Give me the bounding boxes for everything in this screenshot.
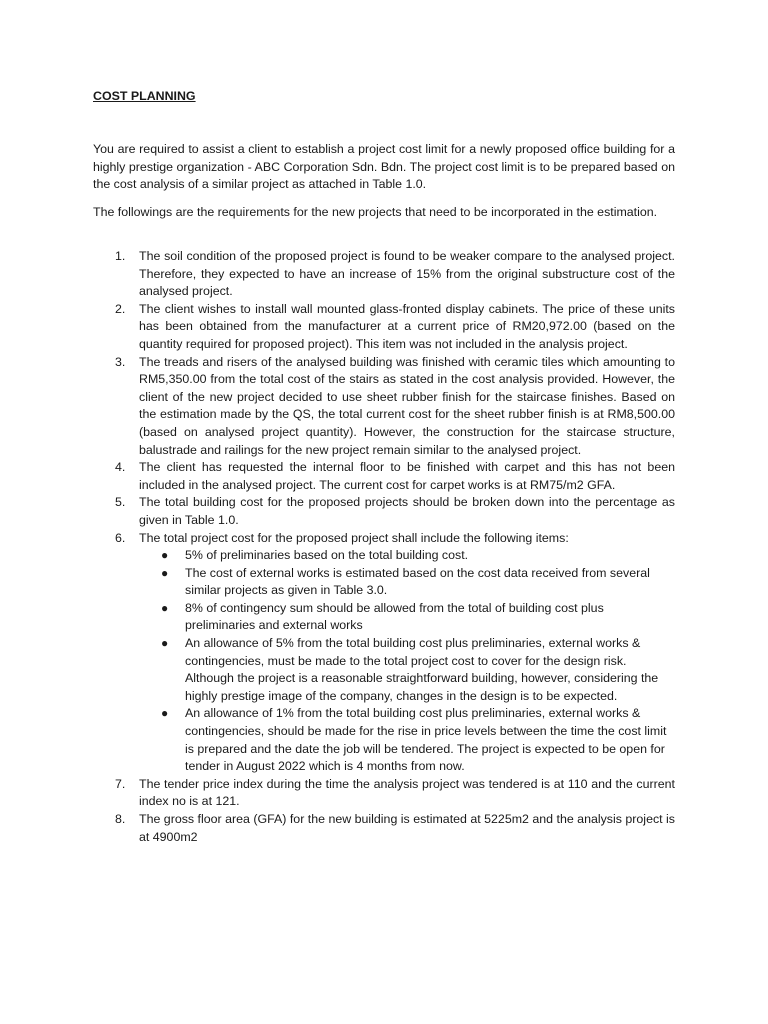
document-heading: COST PLANNING xyxy=(93,89,196,103)
list-item-text: The tender price index during the time the analysis project was tendered is at 110 and the current index no is at 121. xyxy=(139,776,675,809)
list-item xyxy=(93,354,675,460)
requirements-intro-paragraph: The followings are the requirements for the new projects that need to be incorporated in the estimation. xyxy=(93,205,658,219)
requirements-list xyxy=(93,248,675,846)
bullet-item xyxy=(139,635,675,705)
list-item xyxy=(93,776,675,811)
list-item xyxy=(93,530,675,776)
list-item xyxy=(93,494,675,529)
list-item-text: The client wishes to install wall mounted glass-fronted display cabinets. The price of these units has been obtained from the manufacturer at a current price of RM20,972.00 (based on the quantity required for proposed project). This item was not included in the analysis project. xyxy=(139,301,675,351)
list-item-number: 7. xyxy=(115,776,126,791)
bullet-item xyxy=(139,547,675,565)
list-item xyxy=(93,459,675,494)
list-item xyxy=(93,301,675,354)
list-item-number: 6. xyxy=(115,530,126,545)
bullet-icon: ● xyxy=(161,600,169,615)
bullet-icon: ● xyxy=(161,565,169,580)
project-cost-items-list xyxy=(139,547,675,776)
bullet-item-text: 5% of preliminaries based on the total building cost. xyxy=(185,548,469,563)
list-item-text: The soil condition of the proposed project is found to be weaker compare to the analysed project. Therefore, they expected to have an increase of 15% from the original substructure cost of the analysed project. xyxy=(139,249,675,299)
bullet-icon: ● xyxy=(161,706,169,721)
list-item-text: The treads and risers of the analysed building was finished with ceramic tiles which amounting to RM5,350.00 from the total cost of the stairs as stated in the cost analysis provided. However, the client of the new project decided to use sheet rubber finish for the staircase finishes. Based on the estimation made by the QS, the total current cost for the sheet rubber finish is at RM8,500.00 (based on analysed project quantity). However, the construction for the staircase structure, balustrade and railings for the new project remain similar to the analysed project. xyxy=(139,354,675,457)
bullet-item-text: 8% of contingency sum should be allowed from the total of building cost plus preliminaries and external works xyxy=(185,600,604,633)
list-item-number: 8. xyxy=(115,812,126,826)
intro-paragraph: You are required to assist a client to establish a project cost limit for a newly proposed office building for a highly prestige organization - ABC Corporation Sdn. Bdn. The project cost limit is to be prepared based on the cost analysis of a similar project as attached in Table 1.0. xyxy=(93,142,675,192)
bullet-item xyxy=(139,565,675,600)
list-item-text: The gross floor area (GFA) for the new building is estimated at 5225m2 and the analysis project is at 4900m2 xyxy=(139,812,675,844)
list-item-number: 3. xyxy=(115,354,126,369)
bullet-item xyxy=(139,705,675,775)
bullet-item-text: The cost of external works is estimated based on the cost data received from several similar projects as given in Table 3.0. xyxy=(185,565,650,598)
bullet-item-text: An allowance of 1% from the total building cost plus preliminaries, external works & contingencies, should be made for the rise in price levels between the time the cost limit is prepared and the date the job will be tendered. The project is expected to be open for tender in August 2022 which is 4 months from now. xyxy=(185,706,667,774)
list-item-text: The client has requested the internal floor to be finished with carpet and this has not been included in the analysed project. The current cost for carpet works is at RM75/m2 GFA. xyxy=(139,460,675,492)
bullet-icon: ● xyxy=(161,636,169,651)
bullet-item xyxy=(139,600,675,635)
bullet-item-text: An allowance of 5% from the total building cost plus preliminaries, external works & contingencies, must be made to the total project cost to cover for the design risk. Although the project is a reasonable straightforward building, however, considering the highly prestige image of the company, changes in the design is to be expected. xyxy=(185,636,659,703)
list-item-text: The total project cost for the proposed project shall include the following items: xyxy=(139,530,569,545)
list-item-number: 5. xyxy=(115,495,126,510)
list-item-number: 4. xyxy=(115,460,126,475)
list-item-text: The total building cost for the proposed projects should be broken down into the percentage as given in Table 1.0. xyxy=(139,495,675,527)
list-item xyxy=(93,248,675,301)
bullet-icon: ● xyxy=(161,548,169,563)
list-item xyxy=(93,811,675,846)
list-item-number: 2. xyxy=(115,301,126,316)
list-item-number: 1. xyxy=(115,249,126,263)
